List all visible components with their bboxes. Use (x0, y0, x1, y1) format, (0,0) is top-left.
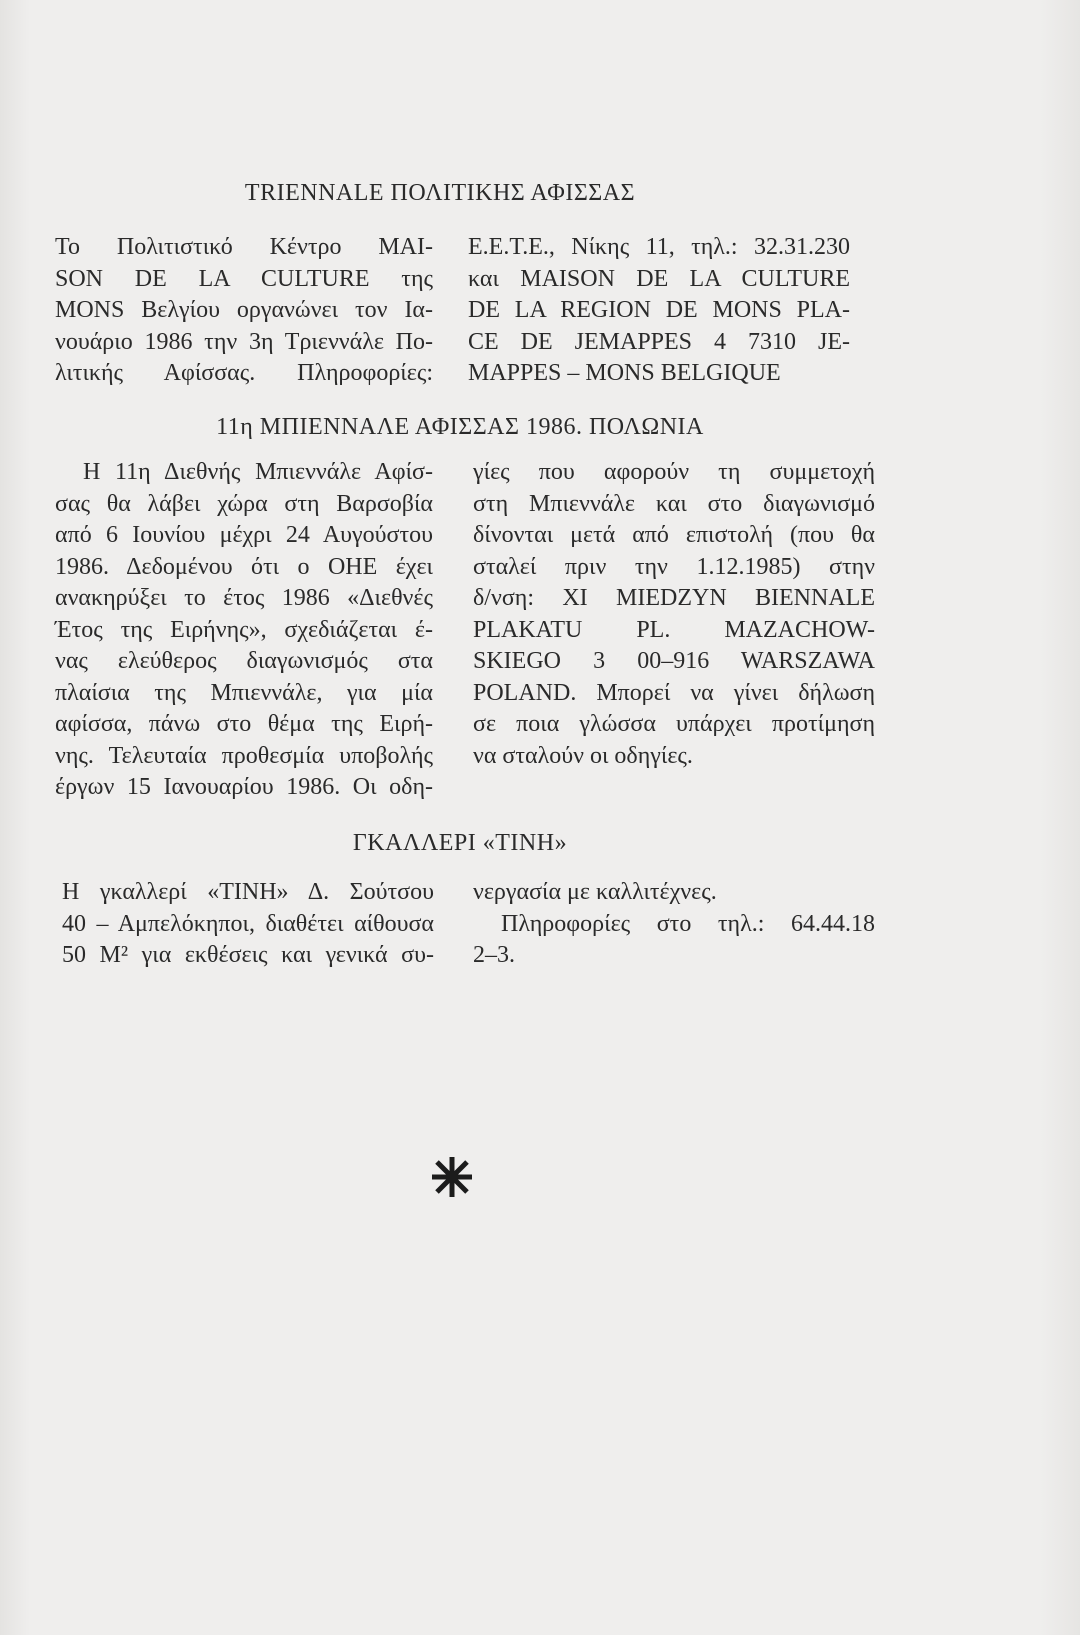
paragraph-line: SON DE LA CULTURE της (55, 265, 433, 292)
paragraph-line: έργων 15 Ιανουαρίου 1986. Οι οδη- (55, 774, 433, 800)
paragraph-line: γίες που αφορούν τη συμμετοχή (473, 459, 875, 485)
asterisk-ornament-icon (430, 1155, 474, 1199)
biennale-title: 11η ΜΠΙΕΝΝΑΛΕ ΑΦΙΣΣΑΣ 1986. ΠΟΛΩΝΙΑ (216, 414, 704, 440)
paragraph-line: ανακηρύξει το έτος 1986 «Διεθνές (55, 585, 433, 611)
paragraph-line: 1986. Δεδομένου ότι ο ΟΗΕ έχει (55, 553, 433, 580)
paragraph-line: 50 Μ² για εκθέσεις και γενικά συ- (62, 942, 434, 968)
paragraph-line: στη Μπιεννάλε και στο διαγωνισμό (473, 490, 875, 517)
gallery-title: ΓΚΑΛΛΕΡΙ «ΤΙΝΗ» (352, 830, 568, 856)
paragraph-line: MAPPES – MONS BELGIQUE (468, 360, 781, 386)
paragraph-line: νης. Τελευταία προθεσμία υποβολής (55, 742, 433, 769)
paragraph-line: σας θα λάβει χώρα στη Βαρσοβία (55, 490, 433, 517)
biennale-right-column (473, 457, 875, 772)
paragraph-line: και MAISON DE LA CULTURE (468, 265, 850, 292)
triennale-title: TRIENNALE ΠΟΛΙΤΙΚΗΣ ΑΦΙΣΣΑΣ (244, 180, 636, 206)
paragraph-line: POLAND. Μπορεί να γίνει δήλωση (473, 679, 875, 706)
paragraph-line: DE LA REGION DE MONS PLA- (468, 297, 850, 323)
paragraph-line: δίνονται μετά από επιστολή (που θα (473, 522, 875, 548)
paragraph-line: σε ποια γλώσσα υπάρχει προτίμηση (473, 711, 875, 737)
paragraph-line: από 6 Ιουνίου μέχρι 24 Αυγούστου (55, 522, 433, 548)
paragraph-line: 40 – Αμπελόκηποι, διαθέτει αίθουσα (62, 910, 434, 937)
gallery-left-column (62, 877, 434, 972)
paragraph-line: νουάριο 1986 την 3η Τριεννάλε Πο- (55, 328, 433, 355)
paragraph-line: 2–3. (473, 942, 515, 968)
biennale-left-column (55, 457, 433, 804)
gallery-right-column (473, 877, 875, 972)
paragraph-line: CE DE JEMAPPES 4 7310 JE- (468, 328, 850, 355)
paragraph-line: Η 11η Διεθνής Μπιεννάλε Αφίσ- (83, 459, 433, 485)
paragraph-line: PLAKATU PL. MAZACHOW- (473, 616, 875, 643)
paragraph-line: Το Πολιτιστικό Κέντρο MAI- (55, 234, 433, 260)
paragraph-line: Έτος της Ειρήνης», σχεδιάζεται έ- (55, 616, 433, 643)
paragraph-line: νας ελεύθερος διαγωνισμός στα (55, 648, 433, 674)
paragraph-line: να σταλούν οι οδηγίες. (473, 742, 693, 769)
paragraph-line: νεργασία με καλλιτέχνες. (473, 879, 717, 905)
paragraph-line: MONS Βελγίου οργανώνει τον Ια- (55, 297, 433, 323)
paragraph-line: πλαίσια της Μπιεννάλε, για μία (55, 679, 433, 706)
paragraph-line: Ε.Ε.Τ.Ε., Νίκης 11, τηλ.: 32.31.230 (468, 234, 850, 260)
paragraph-line: αφίσσα, πάνω στο θέμα της Ειρή- (55, 711, 433, 737)
paragraph-line: Η γκαλλερί «ΤΙΝΗ» Δ. Σούτσου (62, 879, 434, 905)
paragraph-line: λιτικής Αφίσσας. Πληροφορίες: (55, 360, 433, 386)
paragraph-line: Πληροφορίες στο τηλ.: 64.44.18 (501, 910, 875, 937)
paragraph-line: σταλεί πριν την 1.12.1985) στην (473, 553, 875, 580)
triennale-left-column (55, 232, 433, 390)
triennale-right-column (468, 232, 850, 390)
paragraph-line: δ/νση: XI MIEDZYN BIENNALE (473, 585, 875, 611)
paragraph-line: SKIEGO 3 00–916 WARSZAWA (473, 648, 875, 674)
